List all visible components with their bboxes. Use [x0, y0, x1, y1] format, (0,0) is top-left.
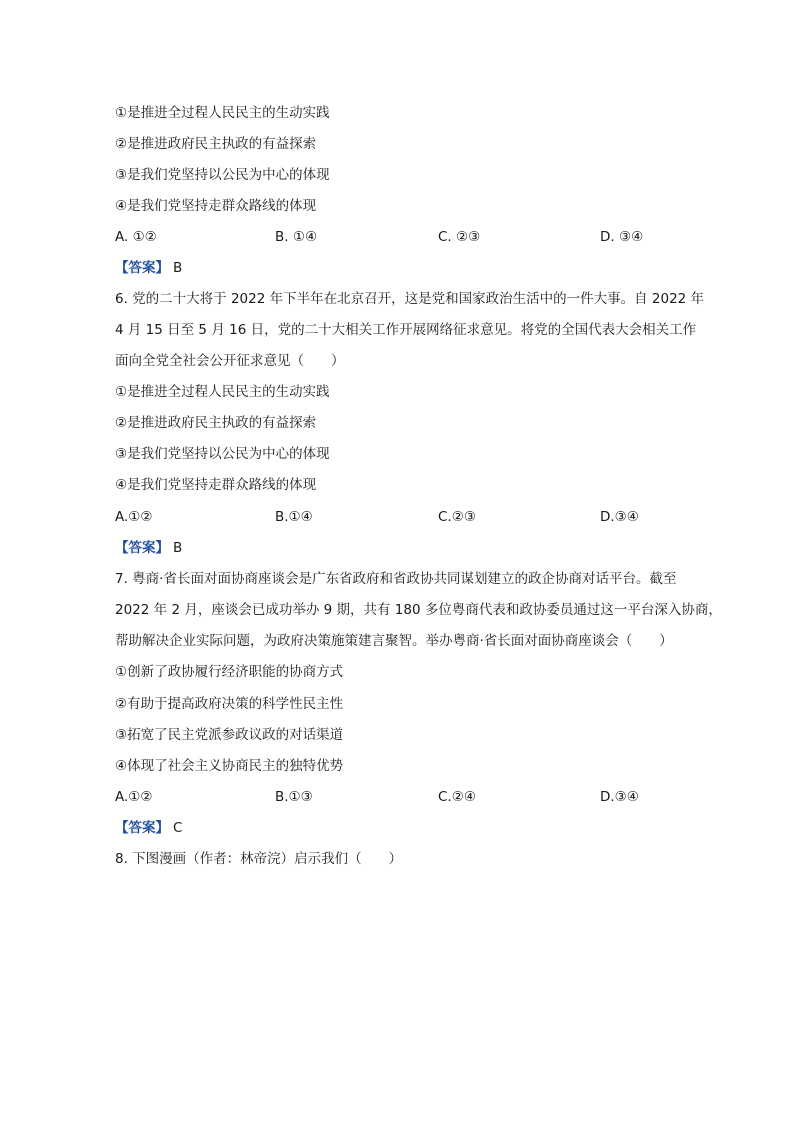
q6-option-a: A.①② — [115, 509, 153, 525]
q5-options — [115, 228, 675, 246]
q5-option-d: D. ③④ — [600, 229, 644, 245]
q7-stem-line-3: 帮助解决企业实际问题，为政府决策施策建言聚智。举办粤商·省长面对面协商座谈会（ ） — [115, 633, 673, 649]
q5-statement-4: ④是我们党坚持走群众路线的体现 — [115, 198, 317, 214]
q7-statement-3: ③拓宽了民主党派参政议政的对话渠道 — [115, 727, 344, 743]
q5-statement-3: ③是我们党坚持以公民为中心的体现 — [115, 167, 330, 183]
q7-answer — [115, 819, 182, 837]
q7-option-d: D.③④ — [600, 789, 639, 805]
q6-stem-line-3: 面向全党全社会公开征求意见（ ） — [115, 353, 345, 369]
q6-answer-value: B — [173, 540, 183, 556]
q7-option-c: C.②④ — [438, 789, 476, 805]
q6-stem-line-2: 4 月 15 日至 5 月 16 日，党的二十大相关工作开展网络征求意见。将党的全国代表大会相关工作 — [115, 322, 697, 338]
q7-stem-line-2: 2022 年 2 月，座谈会已成功举办 9 期，共有 180 多位粤商代表和政协委员通过这一平台深入协商， — [115, 602, 722, 618]
q7-statement-2: ②有助于提高政府决策的科学性民主性 — [115, 696, 344, 712]
q5-answer — [115, 259, 182, 277]
q5-statement-1: ①是推进全过程人民民主的生动实践 — [115, 105, 330, 121]
q6-statement-4: ④是我们党坚持走群众路线的体现 — [115, 477, 317, 493]
q6-option-b: B.①④ — [275, 509, 313, 525]
q7-statement-1: ①创新了政协履行经济职能的协商方式 — [115, 664, 344, 680]
q5-answer-tag: 【答案】 — [115, 260, 169, 276]
q5-option-a: A. ①② — [115, 229, 157, 245]
q7-answer-tag: 【答案】 — [115, 820, 169, 836]
q7-option-a: A.①② — [115, 789, 153, 805]
q7-stem-line-1: 7. 粤商·省长面对面协商座谈会是广东省政府和省政协共同谋划建立的政企协商对话平台。截至 — [115, 571, 677, 587]
q6-statement-1: ①是推进全过程人民民主的生动实践 — [115, 384, 330, 400]
q7-statement-4: ④体现了社会主义协商民主的独特优势 — [115, 758, 344, 774]
q6-options — [115, 508, 675, 526]
q6-option-c: C.②③ — [438, 509, 476, 525]
q6-option-d: D.③④ — [600, 509, 639, 525]
q5-answer-value: B — [173, 260, 183, 276]
q6-answer — [115, 539, 182, 557]
q6-statement-3: ③是我们党坚持以公民为中心的体现 — [115, 446, 330, 462]
q7-option-b: B.①③ — [275, 789, 313, 805]
q6-stem-line-1: 6. 党的二十大将于 2022 年下半年在北京召开，这是党和国家政治生活中的一件大事。自 2022 年 — [115, 291, 705, 307]
q7-answer-value: C — [173, 820, 183, 836]
q5-statement-2: ②是推进政府民主执政的有益探索 — [115, 136, 317, 152]
q5-option-c: C. ②③ — [438, 229, 481, 245]
q6-answer-tag: 【答案】 — [115, 540, 169, 556]
q6-statement-2: ②是推进政府民主执政的有益探索 — [115, 415, 317, 431]
q7-options — [115, 788, 675, 806]
q5-option-b: B. ①④ — [275, 229, 318, 245]
q8-stem: 8. 下图漫画（作者：林帝浣）启示我们（ ） — [115, 851, 403, 867]
